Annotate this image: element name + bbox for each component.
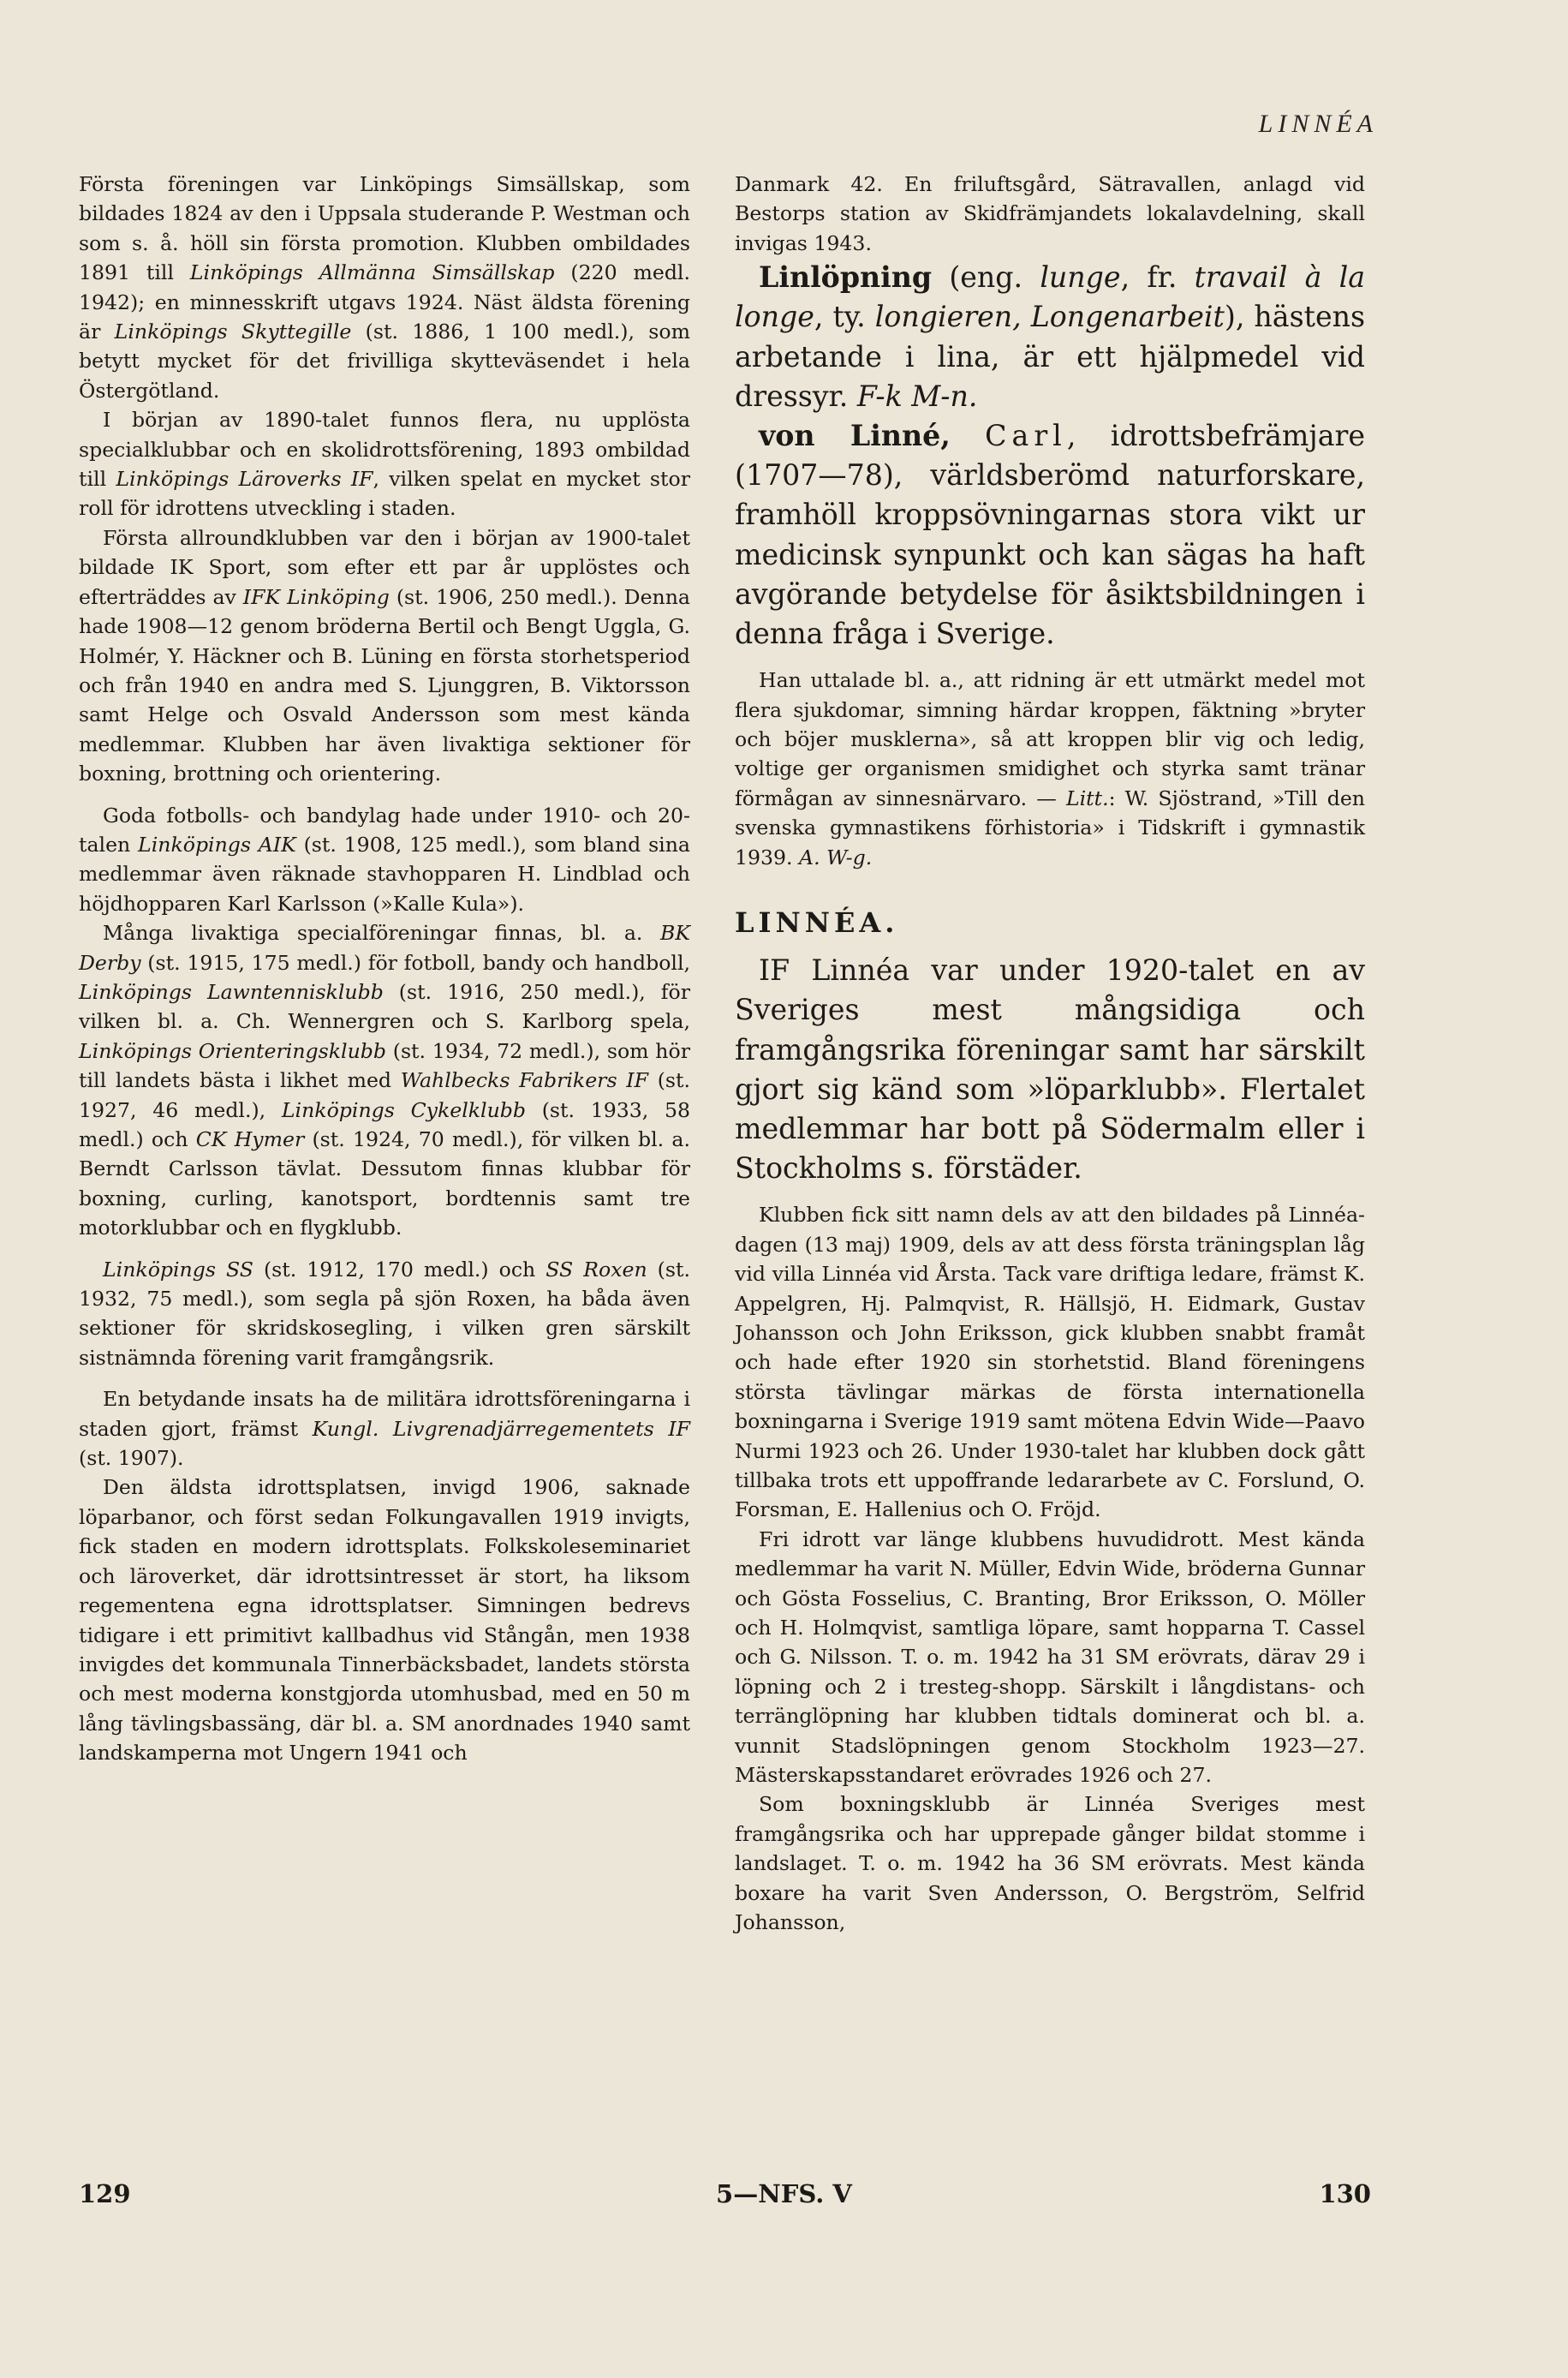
text-run: (st. 1933, 58 medl.) och <box>79 1097 690 1151</box>
text-run: , vilken spelat en mycket stor roll för idrottens utveckling i staden. <box>79 467 691 521</box>
text-run <box>951 419 985 452</box>
text-run: , ty. <box>814 300 875 334</box>
text-run: (st. 1924, 70 medl.), för vilken bl. a. Berndt Carlsson tävlat. Dessutom finnas klubbar för boxning, curling, kanotsport, bordtennis samt tre motorklubbar och en flygklubb. <box>79 1127 690 1240</box>
paragraph <box>735 258 1365 416</box>
text-run: Litt. <box>1065 786 1109 810</box>
text-run: Första föreningen var Linköpings Simsällskap, som bildades 1824 av den i Uppsala studerande P. Westman och som s. å. höll sin första promotion. Klubben ombildades 1891 till <box>79 172 690 285</box>
text-run: IF Linnéa var under 1920-talet en av Sveriges mest mångsidiga och framgångsrika föreningar samt har särskilt gjort sig känd som »löparklubb». Flertalet medlemmar har bott på Södermalm eller i Stockholms s. förstäder. <box>735 953 1365 1186</box>
paragraph <box>735 416 1365 654</box>
text-run: Linköpings Cykelklubb <box>281 1097 526 1122</box>
text-run: IFK Linköping <box>242 584 390 609</box>
paragraph <box>79 1384 690 1473</box>
paragraph <box>79 405 690 523</box>
text-run: (st. 1932, 75 medl.), som segla på sjön Roxen, ha båda även sektioner för skridskosegling, i vilken gren särskilt sistnämnda förening varit framgångsrik. <box>79 1257 690 1370</box>
text-run: Linköpings SS <box>103 1257 253 1282</box>
text-run: Linköpings Skyttegille <box>114 320 352 344</box>
text-run: : W. Sjöstrand, »Till den svenska gymnastikens förhistoria» i Tidskrift i gymnastik 1939. <box>735 786 1365 869</box>
text-run: ), hästens arbetande i lina, är ett hjälpmedel vid dressyr. <box>735 300 1366 413</box>
text-run: Linköpings Lawntennisklubb <box>79 979 384 1004</box>
text-run: Linköpings AIK <box>138 832 296 857</box>
paragraph <box>79 1255 690 1373</box>
text-run: (220 medl. 1942); en minnesskrift utgavs 1924. Näst äldsta förening är <box>79 260 690 344</box>
text-run: F-k M-n. <box>856 379 978 413</box>
text-run: Som boxningsklubb är Linnéa Sveriges mest framgångsrika och har upprepade gånger bildat stomme i landslaget. T. o. m. 1942 ha 36 SM erövrats. Mest kända boxare ha varit Sven Andersson, O. Bergström, Selfrid Johansson, <box>735 1792 1365 1935</box>
text-run: Linköpings Orienteringsklubb <box>79 1038 386 1063</box>
text-run: SS Roxen <box>546 1257 647 1282</box>
paragraph <box>735 170 1365 258</box>
text-run: , fr. <box>1120 260 1195 295</box>
running-head: LINNÉA <box>1258 110 1378 138</box>
text-run: (st. 1906, 250 medl.). Denna hade 1908—12 genom bröderna Bertil och Bengt Uggla, G. Holmér, Y. Häckner och B. Lüning en första storhetsperiod och från 1940 en andra med S. Ljunggren, B. Viktorsson samt Helge och Osvald Andersson som mest kända medlemmar. Klubben har även livaktiga sektioner för boxning, brottning och orientering. <box>79 584 690 786</box>
page-number-right: 130 <box>1319 2179 1371 2208</box>
paragraph <box>79 170 690 405</box>
paragraph <box>79 918 690 1242</box>
text-run: Fri idrott var länge klubbens huvudidrott. Mest kända medlemmar ha varit N. Müller, Edvin Wide, bröderna Gunnar och Gösta Fosselius, C. Branting, Bror Eriksson, O. Möller och H. Holmqvist, samtliga löpare, samt hopparna T. Cassel och G. Nilsson. T. o. m. 1942 ha 31 SM erövrats, därav 29 i löpning och 2 i tresteg-shopp. Särskilt i långdistans- och terränglöpning har klubben tidtals dominerat och bl. a. vunnit Stadslöpningen genom Stockholm 1923—27. Mästerskapsstandaret erövrades 1926 och 27. <box>735 1527 1365 1788</box>
text-run: Danmark 42. En friluftsgård, Sätravallen, anlagd vid Bestorps station av Skidfrämjandets lokalavdelning, skall invigas 1943. <box>735 172 1365 255</box>
paragraph <box>735 1525 1365 1790</box>
text-run: (st. 1907). <box>79 1446 184 1471</box>
paragraph <box>79 801 690 919</box>
paragraph <box>735 1200 1365 1524</box>
text-run: En betydande insats ha de militära idrottsföreningarna i staden gjort, främst <box>79 1387 690 1441</box>
text-run: Goda fotbolls- och bandylag hade under 1910- och 20-talen <box>79 803 690 857</box>
text-run: CK Hymer <box>195 1127 305 1151</box>
text-run: (st. 1934, 72 medl.), som hör till landets bästa i likhet med <box>79 1038 690 1093</box>
text-run: Många livaktiga specialföreningar finnas, bl. a. <box>103 921 661 946</box>
text-run: Linköpings Läroverks IF <box>116 467 373 492</box>
section-heading <box>735 906 1365 939</box>
page-number-left: 129 <box>79 2179 131 2208</box>
text-run: longieren, Longenarbeit <box>874 300 1225 334</box>
text-run: LINNÉA. <box>735 906 899 940</box>
text-run: Kungl. Livgrenadjärregementets IF <box>312 1416 691 1441</box>
paragraph <box>735 666 1365 872</box>
paragraph <box>735 1789 1365 1937</box>
text-run: Wahlbecks Fabrikers IF <box>400 1068 648 1093</box>
paragraph <box>735 951 1365 1188</box>
text-run: (st. 1886, 1 100 medl.), som betytt mycket för det frivilliga skytteväsendet i hela Östergötland. <box>79 320 690 403</box>
text-run: travail à la longe <box>735 260 1365 334</box>
text-run: Linköpings Allmänna Simsällskap <box>189 260 555 285</box>
text-run: lunge <box>1040 260 1121 295</box>
text-run: Han uttalade bl. a., att ridning är ett utmärkt medel mot flera sjukdomar, simning härdar kroppen, fäktning »bryter och böjer musklerna», så att kroppen blir vig och ledig, voltige ger organismen smidighet och styrka samt tränar förmågan av sinnesnärvaro. — <box>735 668 1365 810</box>
text-run: A. W-g. <box>799 845 873 869</box>
left-column <box>79 170 690 1768</box>
text-run: I början av 1890-talet funnos flera, nu upplösta specialklubbar och en skolidrottsförening, 1893 ombildad till <box>79 408 690 492</box>
text-run: Den äldsta idrottsplatsen, invigd 1906, saknade löparbanor, och först sedan Folkungavallen 1919 invigts, fick staden en modern idrottsplats. Folkskoleseminariet och läroverket, där idrottsintresset är stort, ha liksom regementena egna idrottsplatser. Simningen bedrevs tidigare i ett primitivt kallbadhus vid Stångån, men 1938 invigdes det kommunala Tinnerbäcksbadet, landets största och mest moderna konstgjorda utomhusbad, med en 50 m lång tävlingsbassäng, där bl. a. SM anordnades 1940 samt landskamperna mot Ungern 1941 och <box>79 1475 690 1766</box>
text-run: (st. 1912, 170 medl.) och <box>253 1257 546 1282</box>
text-run: Klubben fick sitt namn dels av att den bildades på Linnéa-dagen (13 maj) 1909, dels av att dess första träningsplan låg vid villa Linnéa vid Årsta. Tack vare driftiga ledare, främst K. Appelgren, Hj. Palmqvist, R. Hällsjö, H. Eidmark, Gustav Johansson och John Eriksson, gick klubben snabbt framåt och hade efter 1920 sin storhetstid. Bland föreningens största tävlingar märkas de första internationella boxningarna i Sverige 1919 samt mötena Edvin Wide—Paavo Nurmi 1923 och 26. Under 1930-talet har klubben dock gått tillbaka trots ett uppoffrande ledararbete av C. Forslund, O. Forsman, E. Hallenius och O. Fröjd. <box>735 1203 1365 1522</box>
text-run: Carl <box>985 419 1067 453</box>
paragraph <box>79 523 690 789</box>
text-run: (st. 1915, 175 medl.) för fotboll, bandy och handboll, <box>140 950 690 975</box>
text-run: (st. 1927, 46 medl.), <box>79 1068 690 1122</box>
text-run: von Linné, <box>759 419 951 453</box>
text-run: Linlöpning <box>759 260 933 295</box>
paragraph <box>79 1473 690 1767</box>
text-run: Första allroundklubben var den i början av 1900-talet bildade IK Sport, som efter ett par år upplöstes och efterträddes av <box>79 525 690 609</box>
text-run: (st. 1908, 125 medl.), som bland sina medlemmar även räknade stavhopparen H. Lindblad och höjdhopparen Karl Karlsson (»Kalle Kula»). <box>79 832 690 916</box>
text-run: BK Derby <box>79 921 690 975</box>
signature-mark: 5—NFS. V <box>716 2179 852 2208</box>
right-column <box>735 170 1365 1937</box>
text-run: , idrottsbefrämjare (1707—78), världsberömd naturforskare, framhöll kroppsövningarnas stora vikt ur medicinsk synpunkt och kan sägas ha haft avgörande betydelse för åsiktsbildningen i denna fråga i Sverige. <box>735 419 1365 651</box>
text-run: (st. 1916, 250 medl.), för vilken bl. a. Ch. Wennergren och S. Karlborg spela, <box>79 979 690 1034</box>
text-run: (eng. <box>932 260 1040 295</box>
